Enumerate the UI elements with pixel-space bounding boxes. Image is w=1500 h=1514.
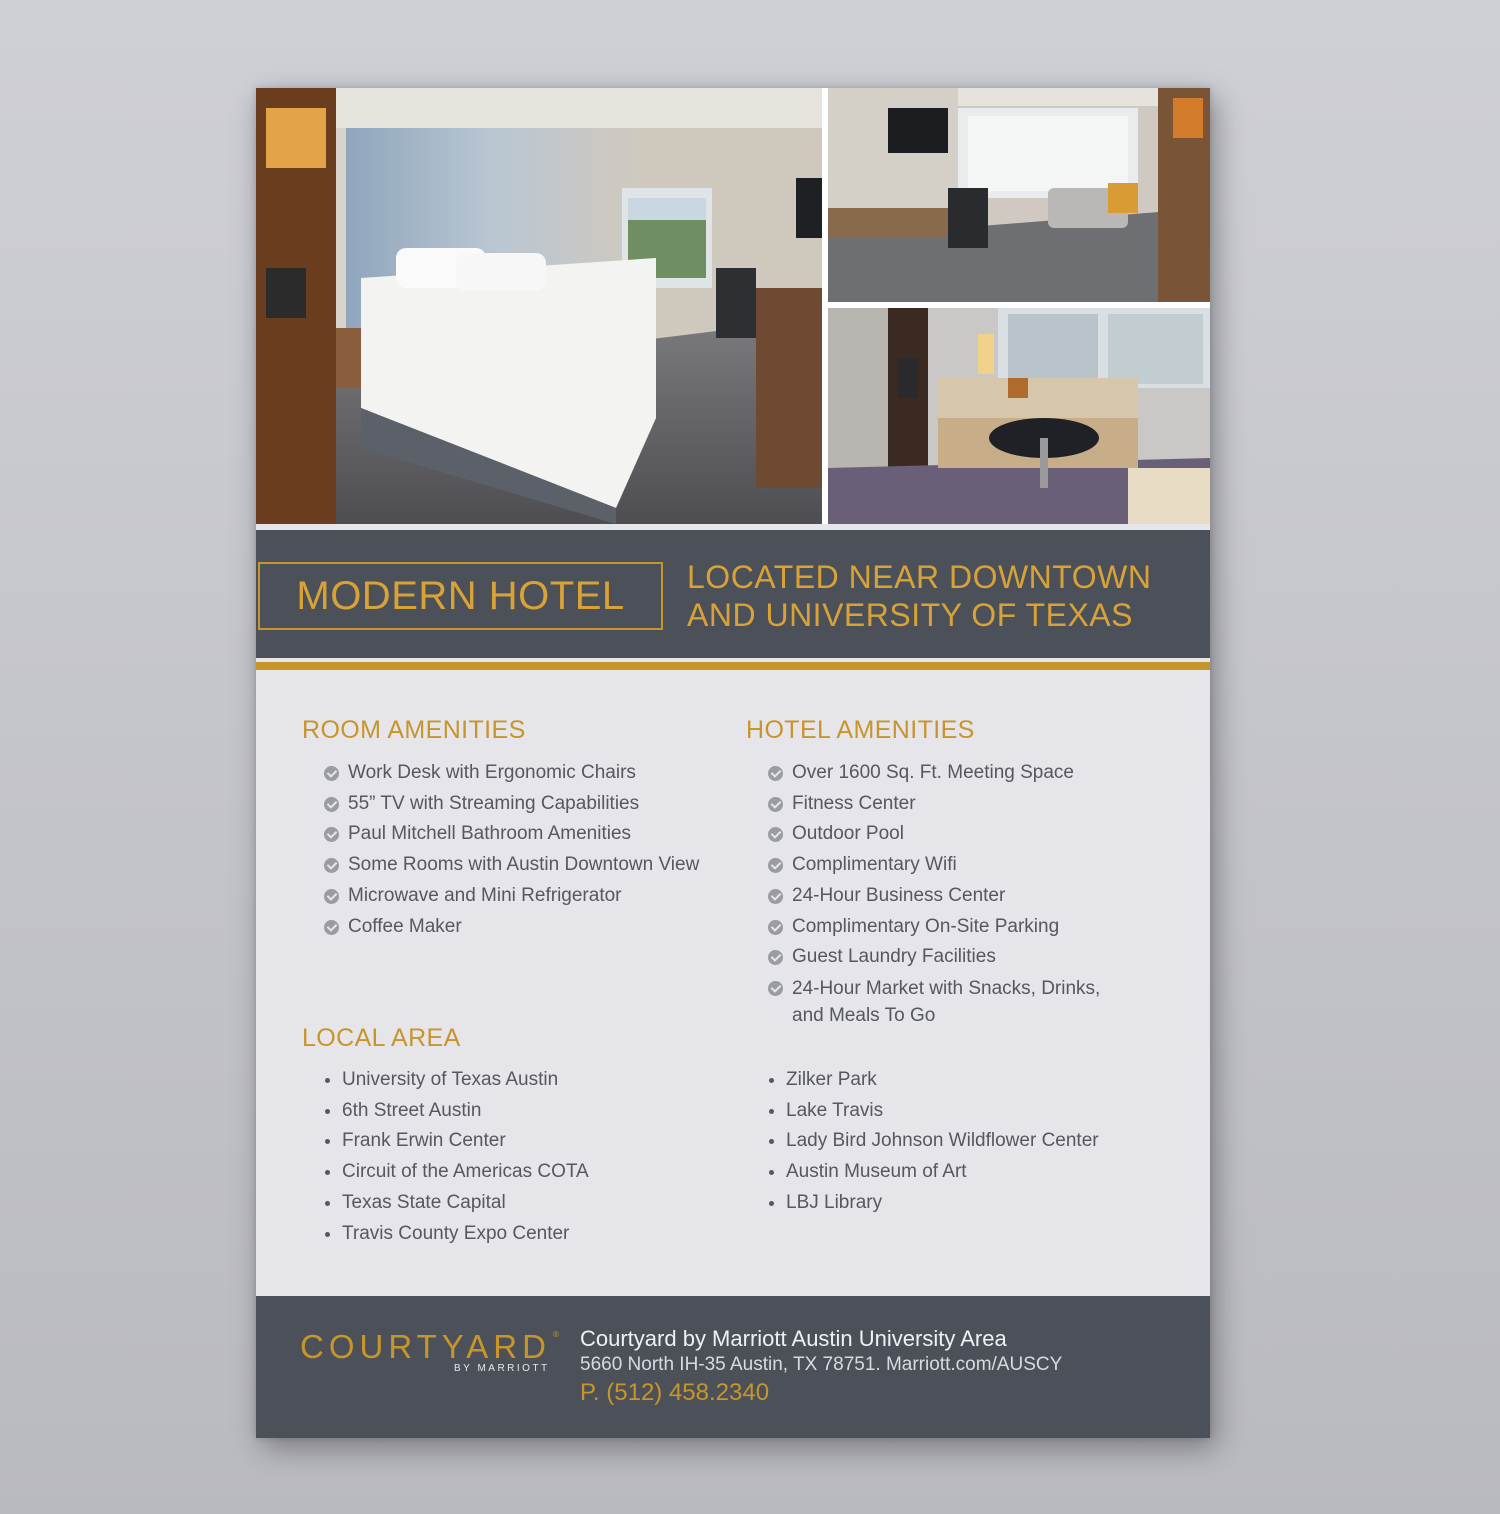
- bullet-icon: [325, 1201, 330, 1206]
- list-item: Work Desk with Ergonomic Chairs: [324, 758, 699, 789]
- photo-collage: [256, 88, 1210, 524]
- list-item: Guest Laundry Facilities: [768, 942, 1128, 973]
- hotel-phone: P. (512) 458.2340: [580, 1379, 770, 1406]
- list-item: University of Texas Austin: [324, 1065, 589, 1096]
- list-item: Microwave and Mini Refrigerator: [324, 881, 699, 912]
- list-item: Some Rooms with Austin Downtown View: [324, 850, 699, 881]
- check-circle-icon: [768, 981, 783, 996]
- check-circle-icon: [768, 858, 783, 873]
- hotel-name: Courtyard by Marriott Austin University Area: [580, 1326, 1007, 1351]
- list-item: LBJ Library: [768, 1188, 1099, 1219]
- check-circle-icon: [324, 889, 339, 904]
- local-area-list-left: [324, 1065, 589, 1249]
- list-item: Complimentary On-Site Parking: [768, 912, 1128, 943]
- bullet-icon: [325, 1109, 330, 1114]
- list-item: Austin Museum of Art: [768, 1157, 1099, 1188]
- local-area-list-right: [768, 1065, 1099, 1219]
- headline-tagline: [687, 558, 1187, 634]
- list-item: 6th Street Austin: [324, 1096, 589, 1127]
- check-circle-icon: [324, 920, 339, 935]
- local-area-heading: LOCAL AREA: [302, 1024, 461, 1052]
- list-item: Frank Erwin Center: [324, 1126, 589, 1157]
- list-item: Complimentary Wifi: [768, 850, 1128, 881]
- list-item: Zilker Park: [768, 1065, 1099, 1096]
- bullet-icon: [325, 1139, 330, 1144]
- hotel-amenities-heading: HOTEL AMENITIES: [746, 716, 975, 744]
- check-circle-icon: [324, 766, 339, 781]
- bullet-icon: [325, 1078, 330, 1083]
- list-item: Outdoor Pool: [768, 819, 1128, 850]
- list-item: Over 1600 Sq. Ft. Meeting Space: [768, 758, 1128, 789]
- hotel-bedroom-photo: [256, 88, 822, 524]
- hotel-flyer: [256, 88, 1210, 1438]
- bullet-icon: [769, 1201, 774, 1206]
- list-item: Paul Mitchell Bathroom Amenities: [324, 819, 699, 850]
- check-circle-icon: [768, 827, 783, 842]
- hotel-lounge-photo: [828, 308, 1210, 524]
- list-item: Texas State Capital: [324, 1188, 589, 1219]
- bullet-icon: [769, 1109, 774, 1114]
- list-item: Coffee Maker: [324, 912, 699, 943]
- check-circle-icon: [768, 797, 783, 812]
- registered-mark: ®: [553, 1330, 559, 1339]
- check-circle-icon: [768, 920, 783, 935]
- gold-accent-stripe: [256, 662, 1210, 670]
- list-item: Fitness Center: [768, 789, 1128, 820]
- check-circle-icon: [768, 950, 783, 965]
- room-amenities-heading: ROOM AMENITIES: [302, 716, 526, 744]
- check-circle-icon: [324, 827, 339, 842]
- bullet-icon: [325, 1170, 330, 1175]
- bullet-icon: [769, 1078, 774, 1083]
- bullet-icon: [325, 1232, 330, 1237]
- title-box: [258, 562, 663, 630]
- list-item: Lady Bird Johnson Wildflower Center: [768, 1126, 1099, 1157]
- bullet-icon: [769, 1170, 774, 1175]
- check-circle-icon: [324, 797, 339, 812]
- hotel-room-desk-photo: [828, 88, 1210, 302]
- hotel-amenities-list: [768, 758, 1128, 1029]
- bullet-icon: [769, 1139, 774, 1144]
- tagline-line-1: LOCATED NEAR DOWNTOWN: [687, 559, 1152, 595]
- check-circle-icon: [768, 889, 783, 904]
- check-circle-icon: [768, 766, 783, 781]
- logo-subtitle: BY MARRIOTT: [454, 1363, 550, 1374]
- list-item: 55” TV with Streaming Capabilities: [324, 789, 699, 820]
- courtyard-logo: COURTYARD: [300, 1328, 551, 1365]
- list-item: 24-Hour Business Center: [768, 881, 1128, 912]
- list-item: 24-Hour Market with Snacks, Drinks, and Meals To Go: [768, 973, 1128, 1029]
- list-item: Lake Travis: [768, 1096, 1099, 1127]
- check-circle-icon: [324, 858, 339, 873]
- headline-title: MODERN HOTEL: [296, 573, 625, 618]
- tagline-line-2: AND UNIVERSITY OF TEXAS: [687, 597, 1133, 633]
- hotel-address: 5660 North IH-35 Austin, TX 78751. Marriott.com/AUSCY: [580, 1354, 1063, 1375]
- list-item: Circuit of the Americas COTA: [324, 1157, 589, 1188]
- room-amenities-list: [324, 758, 699, 942]
- list-item: Travis County Expo Center: [324, 1219, 589, 1250]
